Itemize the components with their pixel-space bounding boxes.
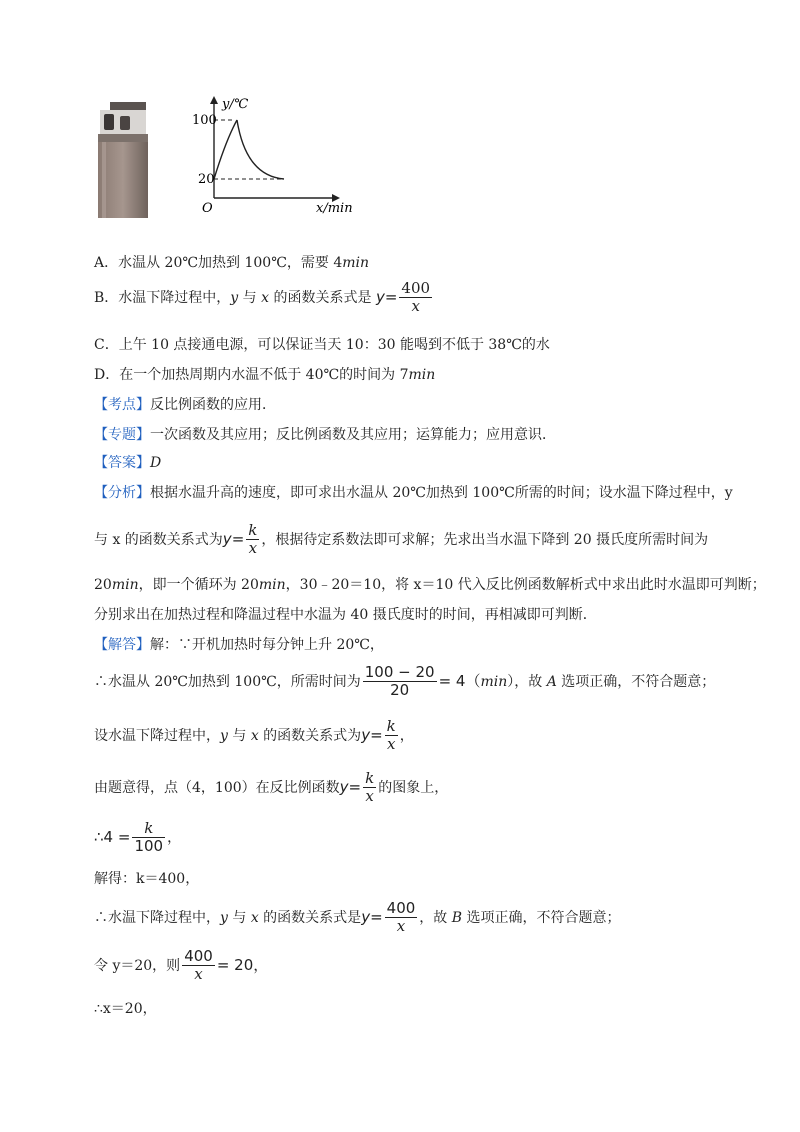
fenxi-line-2-b: ，根据待定系数法即可求解；先求出当水温下降到 20 摄氏度所需时间为 (261, 531, 709, 548)
jieda-line-4-eq: = (348, 777, 362, 796)
jieda-line-6: 解得：k＝400， (94, 871, 200, 887)
jieda-line-5-fraction (132, 820, 165, 856)
jieda-line-2-fraction (363, 664, 437, 700)
jieda-line-7-num: 400 (386, 899, 416, 917)
fenxi-line-4: 分别求出在加热过程和降温过程中水温为 40 摄氏度时的时间，再相减即可判断． (94, 607, 597, 623)
fenxi-line-2-num: k (248, 521, 258, 539)
zhuanti-row (94, 424, 556, 444)
jieda-line-7-x: x (250, 909, 259, 926)
jieda-line-3-eqy: y (361, 725, 371, 744)
jieda-line-7-c: ，故 (419, 909, 452, 926)
fenxi-line-3 (94, 574, 766, 594)
jieda-line-4-fraction (363, 770, 376, 806)
option-d-unit: min (408, 367, 436, 383)
option-b-mid1: 与 (238, 289, 262, 306)
jieda-line-7-y: y (220, 909, 228, 926)
jieda-line-3-c: ， (399, 727, 414, 744)
jieda-line-2-den: 20 (390, 681, 410, 700)
jieda-line-5-a: ∴4 = (94, 827, 131, 846)
fenxi-line-3-b: ，即一个循环为 20 (138, 577, 259, 593)
daan-row (94, 452, 161, 472)
jieda-line-3-fraction (385, 718, 398, 754)
tick-20: 20 (198, 172, 215, 187)
jieda-line-8-num: 400 (184, 947, 213, 965)
jieda-line-8 (94, 948, 268, 984)
fenxi-line-3-unit: min (111, 577, 139, 593)
jieda-line-2-unit: min (480, 673, 508, 690)
fenxi-line-2 (94, 522, 708, 558)
option-b-eq-y: y (375, 287, 385, 306)
option-b-eq-sign: = (384, 287, 398, 306)
jieda-line-3 (94, 718, 414, 754)
option-b (94, 280, 434, 316)
fenxi-line-3-c: ，30﹣20＝10，将 x＝10 代入反比例函数解析式中求出此时水温即可判断； (285, 577, 766, 593)
jieda-line-7-m: 与 (227, 909, 251, 926)
daan-tag: 【答案】 (94, 455, 150, 471)
kaodian-text: 反比例函数的应用． (150, 397, 276, 413)
option-a-unit: min (342, 255, 370, 271)
kaodian-row (94, 394, 276, 414)
jieda-line-4-num: k (365, 769, 375, 787)
jieda-line-8-b: = 20， (216, 955, 269, 974)
jieda-line-3-num: k (386, 717, 396, 735)
jieda-tag: 【解答】 (94, 637, 150, 653)
jieda-line-7 (94, 900, 621, 936)
y-axis-label: y/℃ (222, 97, 249, 112)
fenxi-line-2-a: 与 x 的函数关系式为 (94, 531, 223, 548)
daan-text: D (150, 455, 162, 471)
jieda-line-7-eq: = (370, 907, 383, 926)
jieda-line-4-y: y (339, 777, 349, 796)
option-b-fraction (399, 280, 432, 316)
jieda-line-1 (94, 634, 384, 654)
fenxi-line-2-y: y (222, 529, 232, 548)
jieda-line-2-c: ），故 (507, 673, 547, 690)
jieda-line-5-b: ， (167, 829, 182, 846)
jieda-line-1-text: 解：∵开机加热时每分钟上升 20℃， (150, 637, 384, 653)
jieda-line-3-m: 与 (227, 727, 251, 744)
jieda-line-2-a: ∴水温从 20℃加热到 100℃，所需时间为 (94, 673, 361, 690)
jieda-line-8-a: 令 y＝20，则 (94, 957, 181, 974)
option-b-mid2: 的函数关系式是 (269, 289, 372, 306)
zhuanti-text: 一次函数及其应用；反比例函数及其应用；运算能力；应用意识． (150, 427, 556, 443)
zhuanti-tag: 【专题】 (94, 427, 150, 443)
jieda-line-2-e: 选项正确，不符合题意； (556, 673, 716, 690)
jieda-line-7-fraction (385, 900, 418, 936)
jieda-line-4-a: 由题意得，点（4，100）在反比例函数 (94, 779, 340, 796)
jieda-line-7-eqy: y (361, 907, 371, 926)
jieda-line-2-b: = 4（ (438, 671, 481, 690)
jieda-line-3-den: x (386, 735, 396, 754)
jieda-line-3-x: x (250, 727, 259, 744)
option-a-text: A．水温从 20℃加热到 100℃，需要 4 (94, 255, 343, 271)
fenxi-line-2-fraction (246, 522, 259, 558)
jieda-line-4-den: x (365, 787, 374, 806)
fenxi-line-3-unit2: min (258, 577, 286, 593)
jieda-line-5 (94, 820, 181, 856)
option-b-numerator: 400 (401, 279, 431, 297)
option-b-x: x (261, 289, 270, 306)
jieda-line-7-e: 选项正确，不符合题意； (462, 909, 621, 926)
fenxi-line-2-den: x (248, 539, 258, 558)
kaodian-tag: 【考点】 (94, 397, 150, 413)
option-d (94, 364, 435, 384)
jieda-line-2 (94, 664, 715, 700)
jieda-line-7-b: 的函数关系式是 (258, 909, 362, 926)
fenxi-tag: 【分析】 (94, 485, 150, 501)
origin-label: O (202, 201, 213, 216)
jieda-line-3-y: y (220, 727, 228, 744)
jieda-line-8-fraction (182, 948, 215, 984)
jieda-line-7-a: ∴水温下降过程中， (94, 909, 220, 926)
jieda-line-8-den: x (194, 965, 203, 984)
jieda-line-3-eq: = (370, 725, 383, 744)
heating-curve (214, 120, 237, 179)
jieda-line-5-num: k (132, 820, 165, 838)
jieda-line-7-d: B (451, 909, 463, 926)
cooling-curve (237, 120, 284, 179)
option-a (94, 252, 369, 272)
jieda-line-4-b: 的图象上， (378, 779, 449, 796)
fenxi-line-3-a: 20 (94, 577, 112, 593)
fenxi-line-1 (94, 482, 733, 502)
temperature-graph (190, 90, 370, 220)
fenxi-line-1-text: 根据水温升高的速度，即可求出水温从 20℃加热到 100℃所需的时间；设水温下降过程中，y (150, 485, 733, 501)
jieda-line-3-a: 设水温下降过程中， (94, 727, 220, 744)
option-b-y: y (230, 289, 239, 306)
jieda-line-9: ∴x＝20， (94, 1001, 157, 1017)
jieda-line-5-den: 100 (134, 837, 164, 856)
jieda-line-2-d: A (546, 673, 557, 690)
tick-100: 100 (192, 113, 217, 128)
option-b-text: B．水温下降过程中， (94, 289, 231, 306)
option-c: C．上午 10 点接通电源，可以保证当天 10：30 能喝到不低于 38℃的水 (94, 337, 550, 353)
jieda-line-3-b: 的函数关系式为 (258, 727, 362, 744)
option-d-text: D．在一个加热周期内水温不低于 40℃的时间为 7 (94, 367, 409, 383)
option-b-denominator: x (411, 297, 420, 316)
jieda-line-2-num: 100 − 20 (364, 663, 435, 681)
x-axis-label: x/min (316, 201, 353, 216)
jieda-line-4 (94, 770, 448, 806)
fenxi-line-2-eq: = (231, 529, 245, 548)
water-dispenser-image (90, 100, 152, 220)
jieda-line-7-den: x (396, 917, 406, 936)
y-axis-arrow-icon (210, 96, 218, 104)
